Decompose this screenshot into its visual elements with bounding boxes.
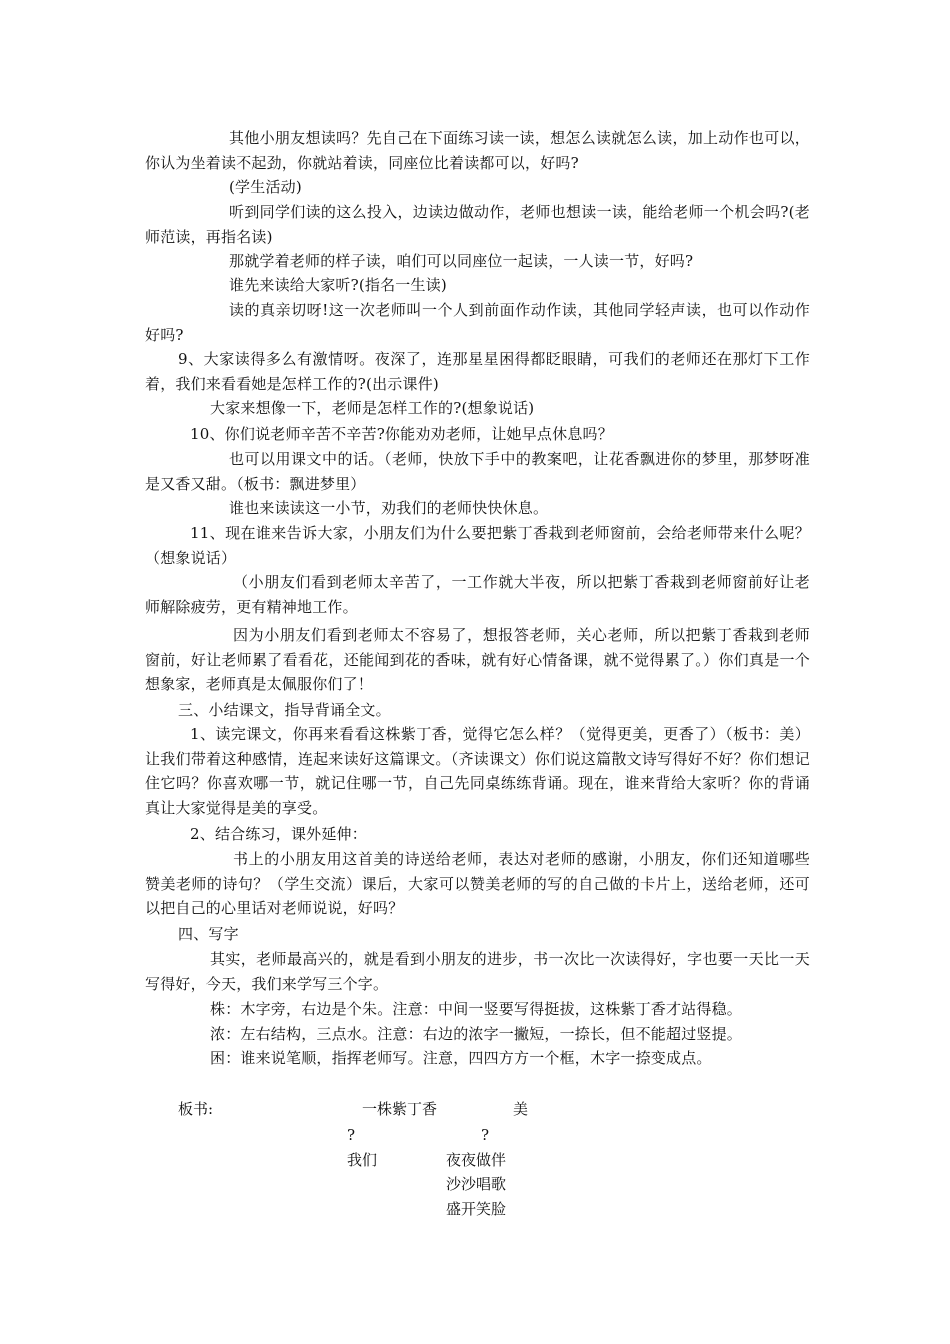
board-women: 我们 <box>347 1151 378 1169</box>
board-item: 夜夜做伴 <box>446 1151 507 1169</box>
paragraph: 谁也来读读这一小节，劝我们的老师快快休息。 <box>229 499 549 517</box>
paragraph: 浓：左右结构，三点水。注意：右边的浓字一撇短，一捺长，但不能超过竖提。 <box>210 1025 743 1043</box>
paragraph: 其实，老师最高兴的，就是看到小朋友的进步，书一次比一次读得好，字也要一天比一天写得好，今天，我们来学写三个字。 <box>145 950 810 993</box>
board-title: 一株紫丁香 <box>362 1100 438 1118</box>
paragraph: 2、结合练习，课外延伸： <box>190 825 367 843</box>
paragraph: 10、你们说老师辛苦不辛苦?你能劝劝老师，让她早点休息吗？ <box>190 425 613 443</box>
section-heading: 三、小结课文，指导背诵全文。 <box>178 701 391 719</box>
paragraph: 株：木字旁，右边是个朱。注意：中间一竖要写得挺拔，这株紫丁香才站得稳。 <box>210 1000 743 1018</box>
paragraph: 11、现在谁来告诉大家，小朋友们为什么要把紫丁香栽到老师窗前，会给老师带来什么呢？（想象说话） <box>145 524 810 567</box>
board-question-mark: ? <box>481 1126 490 1144</box>
paragraph: (学生活动) <box>229 178 302 196</box>
paragraph: 困：谁来说笔顺，指挥老师写。注意，四四方方一个框，木字一捺变成点。 <box>210 1049 712 1067</box>
section-heading: 四、写字 <box>178 925 239 943</box>
paragraph: 读的真亲切呀!这一次老师叫一个人到前面作动作读，其他同学轻声读，也可以作动作好吗? <box>145 301 810 344</box>
board-question-mark: ? <box>347 1126 356 1144</box>
paragraph: 书上的小朋友用这首美的诗送给老师，表达对老师的感谢，小朋友，你们还知道哪些赞美老师的诗句？（学生交流）课后，大家可以赞美老师的写的自己做的卡片上，送给老师，还可以把自己的心里话对老师说说，好吗？ <box>145 850 810 917</box>
paragraph: 因为小朋友们看到老师太不容易了，想报答老师，关心老师，所以把紫丁香栽到老师窗前，好让老师累了看看花，还能闻到花的香味，就有好心情备课，就不觉得累了。）你们真是一个想象家，老师真是太佩服你们了！ <box>145 626 810 693</box>
paragraph: （小朋友们看到老师太辛苦了，一工作就大半夜，所以把紫丁香栽到老师窗前好让老师解除疲劳，更有精神地工作。 <box>145 573 810 616</box>
paragraph: 那就学着老师的样子读，咱们可以同座位一起读，一人读一节，好吗? <box>229 252 694 270</box>
paragraph: 9、大家读得多么有激情呀。夜深了，连那星星困得都眨眼睛，可我们的老师还在那灯下工作着，我们来看看她是怎样工作的?(出示课件) <box>145 350 810 393</box>
board-item: 盛开笑脸 <box>446 1200 507 1218</box>
board-mei: 美 <box>513 1100 529 1118</box>
board-item: 沙沙唱歌 <box>446 1175 507 1193</box>
paragraph: 其他小朋友想读吗？先自己在下面练习读一读，想怎么读就怎么读，加上动作也可以，你认为坐着读不起劲，你就站着读，同座位比着读都可以，好吗? <box>145 129 810 172</box>
paragraph: 谁先来读给大家听?(指名一生读) <box>229 276 447 294</box>
paragraph: 也可以用课文中的话。（老师，快放下手中的教案吧，让花香飘进你的梦里，那梦呀准是又香又甜。（板书：飘进梦里） <box>145 450 810 493</box>
paragraph: 听到同学们读的这么投入，边读边做动作，老师也想读一读，能给老师一个机会吗?(老师范读，再指名读) <box>145 203 810 246</box>
board-label: 板书: <box>178 1100 214 1118</box>
paragraph: 1、读完课文，你再来看看这株紫丁香，觉得它怎么样？（觉得更美，更香了）（板书：美）让我们带着这种感情，连起来读好这篇课文。（齐读课文）你们说这篇散文诗写得好不好？你们想记住它吗？你喜欢哪一节，就记住哪一节，自己先同桌练练背诵。现在，谁来背给大家听？你的背诵真让大家觉得是美的享受。 <box>145 725 810 817</box>
paragraph: 大家来想像一下，老师是怎样工作的?(想象说话) <box>210 399 535 417</box>
